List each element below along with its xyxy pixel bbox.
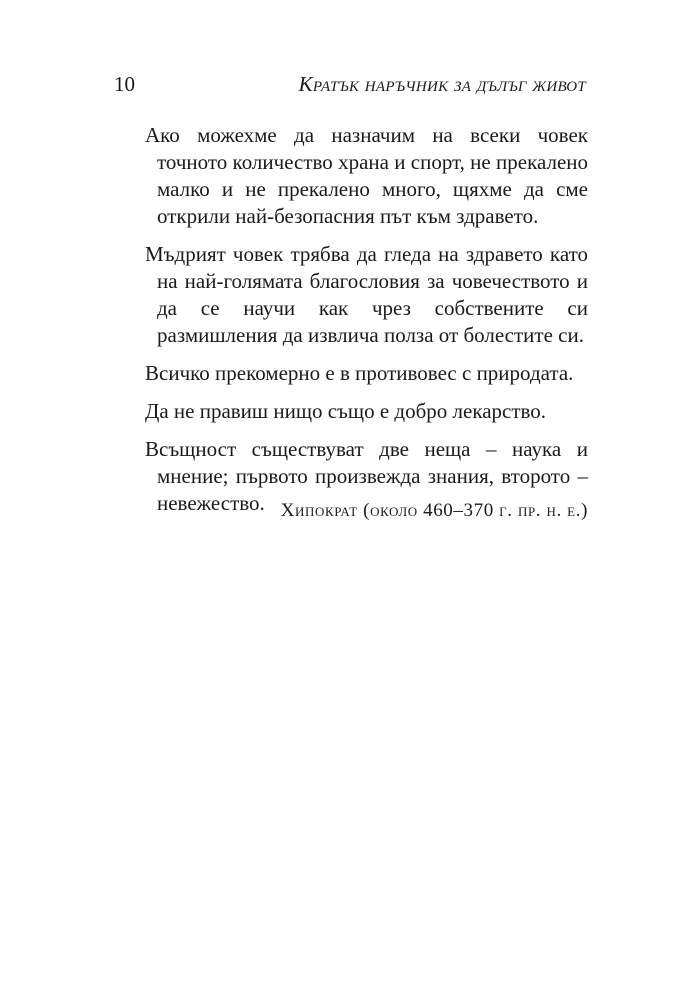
page-header [114, 70, 586, 98]
quote-paragraph: Да не правиш нищо също е добро лекарство. [145, 399, 547, 423]
quote-paragraph: Всичко прекомерно е в противовес с природата. [145, 361, 574, 385]
page-number: 10 [114, 72, 135, 96]
quote-paragraph: Всъщност съществуват две неща – наука и мнение; първото произвежда знания, второто – невежество. [145, 437, 588, 515]
quote-paragraph: Ако можехме да назначим на всеки човек точното количество храна и спорт, не прекалено малко и не прекалено много, щяхме да сме открили най-безопасния път към здравето. [145, 123, 588, 228]
quote-paragraph: Мъдрият човек трябва да гледа на здравето като на най-голямата благословия за човечеството и да се научи как чрез собствените си размишления да извлича полза от болестите си. [145, 242, 588, 347]
quote-attribution: Хипократ (около 460–370 г. пр. н. е.) [280, 500, 588, 521]
quotes-list [145, 122, 588, 528]
running-title: Кратък наръчник за дълъг живот [298, 72, 586, 96]
